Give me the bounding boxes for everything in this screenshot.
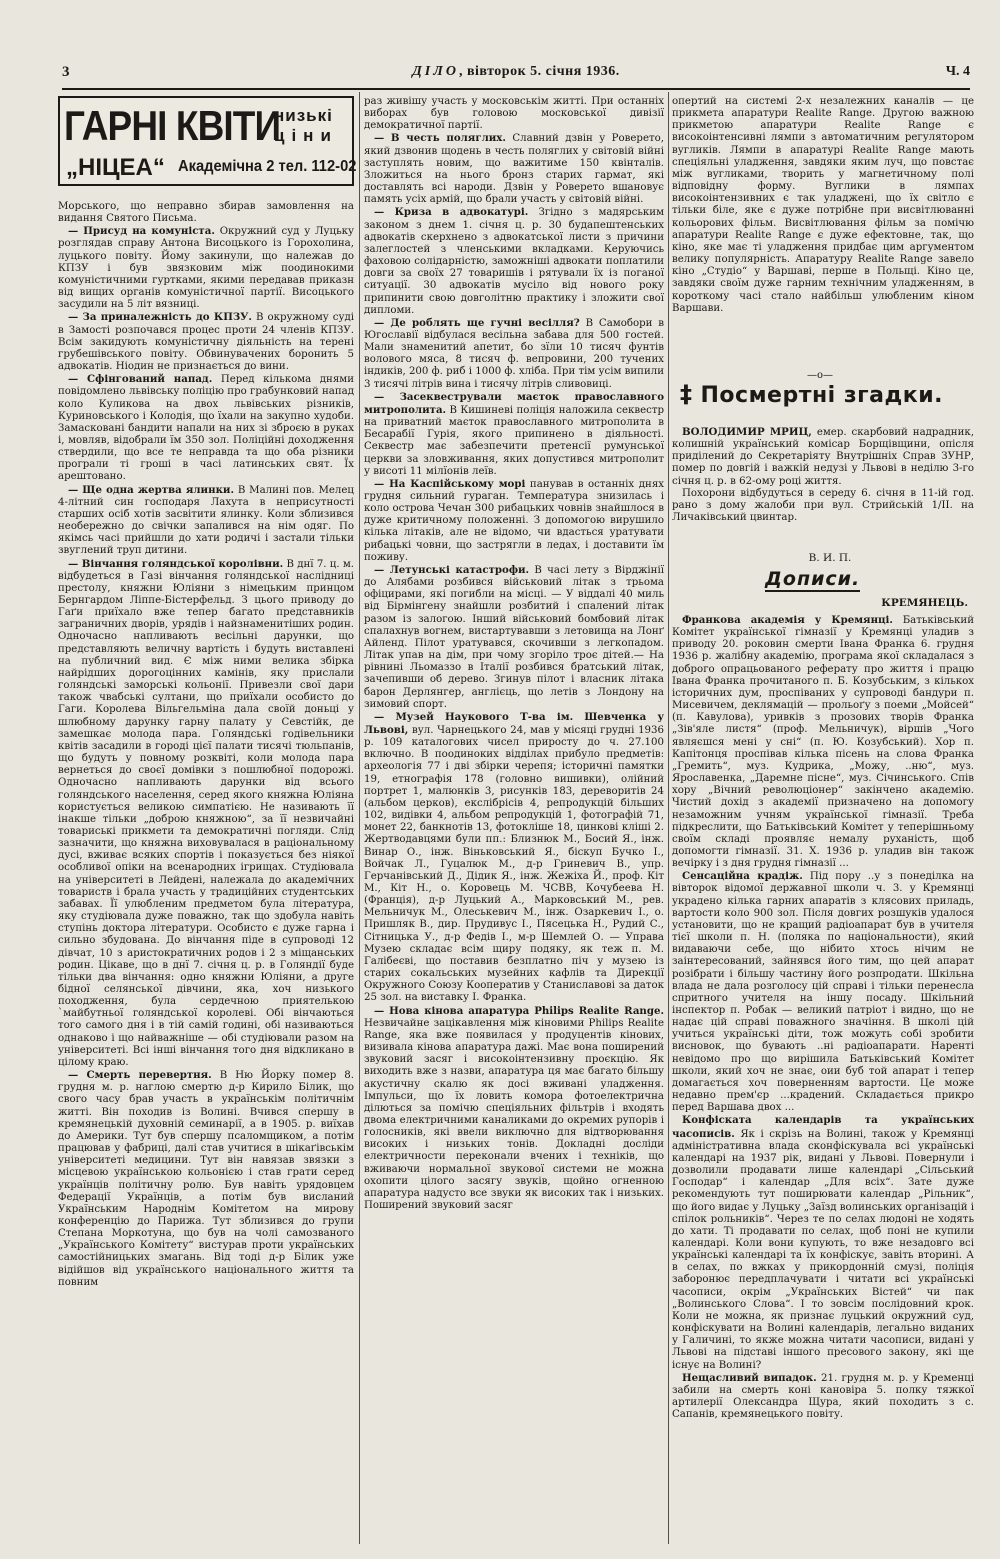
obituary-text xyxy=(672,426,974,566)
article-body: панував в останніх днях грудня сильний гураган. Температура знизилась і коло острова Чечан 300 рибацьких човнів знайшлося в дуже критичному положенні. З допомогою вирушило кілька літаків, але не відомо, чи вдасться уратувати рибацькі човни, що застрягли в ледах, і доставити їм поживу. xyxy=(364,478,664,563)
article-body: В Ню Йорку помер 8. грудня м. р. наглою смертю д-р Кирило Білик, що свого часу брав участь в українськім політичнім житті. Він походив із Волині. Вчився спершу в кремянецькій духовній семинарії, а в 1905. р. виїхав до Америки. Тут був спершу псаломщиком, а потім працював у фабриці, далі став учитися в шікаґівськім університеті медицини. Тут він навязав звязки з місцевою українською кольонією і став грати серед українців політичну ролю. Був навіть урядовцем Федерації Українців, а потім був висланий Українським Народнім Комітетом на мирову конференцію до Парижа. Тут зблизився до групи Степана Моркотуна, що був на чолі самозваного „Українського Комітету“ вистурав проти українських самостійницьких змагань. Від тоді д-р Білик уже відійшов від українського національного життя та повним xyxy=(58,1070,354,1288)
article-headline: Конфіската календарів та українських часописів. xyxy=(672,1114,974,1140)
article-body: Окружний суд у Луцьку розглядав справу Антона Висоцького із Горохолина, луцького повіту. Йому закинули, що належав до КПЗУ і був звязковим між поодинокими комуністичними гуртками, якими передавав приказн від вищих органів комуністичної партії. Висоцького засудили на 5 літ вязниці. xyxy=(58,226,354,311)
article-headline: — Вінчання голяндської королівни. xyxy=(68,557,284,570)
article-paragraph xyxy=(364,132,664,206)
article-paragraph xyxy=(58,373,354,483)
article-paragraph xyxy=(364,96,664,132)
obituaries-title: Посмертні згадки. xyxy=(700,383,943,408)
page-header xyxy=(62,64,970,86)
article-body: 21. грудня м. р. у Кременці забили на смерть коні кановіра 5. полку тяжкої артилерії Олександра Щура, який походить з с. Сапанів, кремянецького повіту. xyxy=(672,1372,974,1421)
title-name: ДІЛО xyxy=(412,64,459,79)
article-paragraph xyxy=(364,206,664,316)
article-body: Славний дзвін у Роверето, який дзвонив щодень в честь поляглих у світовій війні заступлять новим, що важитиме 150 квінталів. Зложиться на нього бронз старих гармат, які доставлять всі народи. Дзвін у Роверето вшановує память усіх армій, що брали участь у світовій війні. xyxy=(364,133,664,206)
article-paragraph xyxy=(364,1005,664,1213)
article-body: В Самобори в Югославії відбулася весільна забава для 500 гостей. Мали знаменитий апетит, бо зїли 10 тисяч фунтів волового мяса, 8 тисяч ф. вепровини, 200 тучених індиків, 200 ф. риб і 1000 ф. хліба. При тім усім випили 3 тисячі літрів вина і тисячу літрів сливовиці. xyxy=(364,317,664,390)
article-paragraph xyxy=(672,1372,974,1422)
article-body: опертий на системі 2-х незалежних каналів — це прикмета апаратури Realite Range. Другою важною прикметою апаратури Realite Range є високоінтенсивні лямпи з автоматичним регулятором вугликів. Лямпи в апаратурі Realite Range мають спеціяльні уладження, завдяки яким луч, що повстає між вугликами, творить у магнетичному полі відповідну форму. Вуглики в лямпах високоінтензивних є так уладжені, що їх світло є тільки біле, яке є дуже потрібне при висвітлюванні кольорових фільм. Висвітлювання фільм за помічю апаратури Realite Range є дуже ефектовне, так, що кіно, яке має ті уладження придбає цим аргументом велику популярність. Апаратуру Realite Range завело кіно „Студіо“ у Варшаві, перше в Польщі. Кіно це, завдяки своїм дуже гарним технічним уладженням, в короткому часі стало найбільш улюбленим кіном Варшави. xyxy=(672,96,974,314)
obituary-signature: В. И. П. xyxy=(808,552,852,564)
title-date: , вівторок 5. січня 1936. xyxy=(458,64,620,79)
correspondence-title: Дописи. xyxy=(765,568,861,590)
article-paragraph xyxy=(58,311,354,373)
column-divider-1 xyxy=(359,92,360,1544)
article-body: Перед кількома днями повідомлено львівську поліцію про грабунковий напад коло Куликова на двох львівських різників, Куриновського і Колодія, що їхали на закупно худоби. Замасковані бандити напали на них зі зброєю в руках і, мовляв, відобрали їм 350 зол. Поліційні доходження ствердили, що все те неправда та що оба різники програли ті гроші в часі латинських свят. Їх арештовано. xyxy=(58,374,354,483)
article-headline: — Присуд на комуніста. xyxy=(68,225,215,238)
article-body: В днї 7. ц. м. відбудеться в Газі вінчання голяндської наслідниці престолу, княжни Юліяни з німецьким принцом Бернгардом Ліппе-Бістерфельд. З цього приводу до Гаґи приїхало вже тепер багато представників заграничних дворів, урядів і найзнаменитіших родин. Одночасно напливають весільні дарунки, що представляють величну вартість і будуть виставлені на публичний вид. Є між ними велика збірка найрідших дорогоцінних камінів, яку прислали голяндські заморські кольонії. Привезли свої дари також чвабські султани, що приїхали особисто до Гаги. Королева Вільгельміна дала своїй доньці у шлюбному дарунку гарну палату у Севстійк, де замешкає молода пара. Голяндські годівельники квітів засадили в городі цієї палати тисячі тюльпанів, що будуть у повному розквіті, коли молода пара вернеться до своєї домівки з пошлюбної подорожі. Одночасно напливають дарунки від всього голяндського населення, серед якого княжна Юліяна користується великою симпатією. Не називають її інакше тільки „доброю княжною“, за її незвичайні товариські прикмети та демократичні погляди. Слід зазначити, що княжна виховувалася в раціональному дусі, вживає всяких спортів і показується без ніякої особливої опіки на всенародних ігрищах. Студіювала на університеті в Лейдені, належала до академічних товариств і брала участь у традиційних студентських забавах. Її улюбленим предметом була література, яку студіювала дуже поважно, так що здобула навіть ступінь доктора літератури. Особисто є дуже гарна і сильно збудована. До вінчання піде в супроводі 12 дівчат, 10 з аристократичних родов і 2 з міщанських родин. Цікаве, що в днї 7. січня ц. р. в Голяндії буде тільки два вінчання: одно княжни Юліяни, а друге бідної селянської дівчини, яка, хоч низького походження, була сердечною приятелькою `майбутньої голяндської королеві. Обі вінчаються того самого дня і в тій самій годині, обі називаються однаково і що найважніше — обі студіювали разом на університеті. Всі інші вінчання того дня відкликано в цілому краю. xyxy=(58,558,354,1068)
article-headline: — Смерть перевертня. xyxy=(68,1069,212,1082)
article-body: Згідно з мадярським законом з днем 1. січня ц. р. 30 будапештенських адвокатів скерхнено з адвокатської листи з причини залеглостей з членськими вкладками. Керуючись фаховою солідарністю, заможніші адвокати поплатили довги за своїх 27 товаришів і рятували їх із поганої ситуації. 30 адвокатів мусіло від нового року припинити свою довголітню практику і зложити свої дипломи. xyxy=(364,207,664,316)
article-headline: — Нова кінова апаратура Philips Realite Range. xyxy=(374,1004,664,1017)
ad-brand: „НІЦЕА“ xyxy=(66,154,165,181)
article-headline: — На Каспійському морі xyxy=(374,477,526,490)
article-paragraph xyxy=(58,201,354,225)
article-body: Як і скрізь на Волині, також у Кремянці адміністративна влада сконфіскувала всі українські календарі на 1937 рік, видані у Львові. Повернули і дозволили продавати лише календарі „Сільський Господар“ і календар „Для всіх“. Зате дуже рекомендують тут поширювати календар „Рільник“, що його видає у Луцьку „Заїзд волинських організацій і спілок рольників“. Через те по селах людоні не ходять до хати. Ті продавати по селах, щоб поні не купили календарі. Коли вони купують, то вже незадовго всі українські календарі та їх конфіскує, завіть вторині. А в селах, по вжках у прикордонній смузі, поліція заборонює передплачувати і читати всі українські часописи, окрім „Українських Вістей“ чи пак „Волинського Слова“. І то зовсім послідовний крок. Коли не можна, як признає луцький окружний суд, конфіскувати на Волині календарів, легально виданих у Галичині, то якже можна читати часописи, видані у Львові на підставі іншого пресового закону, які ще існує на Волині? xyxy=(672,1128,974,1371)
cross-icon: ‡ xyxy=(680,380,693,408)
article-body: вул. Чарнецького 24, мав у місяці грудні 1936 р. 109 каталогових чисел приросту до ч. 27.100 включно. В поодиноких відділах прибуло предметів: археологія 77 і дві збірки черепя; історичні памятки 19, етнографія 178 (головно вишивки), олійний портрет 1, малюнків 3, рисунків 183, дереворитів 24 (альбом церков), екслібрісів 4, репродукцій більших 102, видівки 4, альбом репродукцій 1, фотографій 71, монет 22, банкнотів 13, фотокліше 18, цинкові кліші 2. Жертводавцями були пп.: Близнюк М., Босий Я., інж. Винар О., інж. Віньковський Я., біскуп Бучко І., Войчак Л., Гуцалюк М., д-р Гриневич В., упр. Герчанівський Д., Дідик Я., інж. Жежіха Й., проф. Кіт М., Кіт Н., о. Коровець М. ЧСВВ, Кочубеева Н. (Франція), д-р Луцький А., Марковський М., рев. Мельничук М., Олеськевич М., інж. Озаркевич І., о. Пришляк В., дир. Прудивус І., Пясецька Н., Рудий С., Сітницька У., д-р Федів І., м-р Шемлей О. — Управа Музею складає всім щиру подяку, як теж п. М. Галібеєві, що поставив безплатно піч у музею із старих сокальських музейних кафлів та Дирекції Окружного Союзу Кооператив у Станиславові за даток 25 зол. на виставку І. Франка. xyxy=(364,724,664,1004)
article-headline: — Засеквестрували маєток православного митрополита. xyxy=(364,390,664,416)
article-paragraph xyxy=(364,564,664,711)
article-body: Похорони відбудуться в середу 6. січня в 11-ій год. рано з дому жалоби при вул. Стрийській 1/ІІ. на Личаківський цвинтар. xyxy=(672,487,974,524)
article-body: раз живішу участь у московськім житті. При останніх виборах був головою московської дивізії демократичної партії. xyxy=(364,96,664,132)
ad-headline: ГАРНІ КВІТИ xyxy=(64,102,281,149)
header-rule xyxy=(62,88,970,90)
ad-address: Академічна 2 тел. 112-02 xyxy=(178,158,357,175)
article-headline: Сенсаційна крадіж. xyxy=(682,870,803,883)
newspaper-title xyxy=(62,64,970,80)
article-paragraph xyxy=(58,225,354,311)
section-separator: —o— xyxy=(806,370,834,381)
article-body: Незвичайне зацікавлення між кіновими Philips Realite Range, яка вже появилася у продуцентів кінових, визивала кінова апаратура дажі. Має вона поширений звуковий засяг і високоінтензивну проєкцію. Як виходить вже з назви, апаратура ця має багато більшу акустичну скалю як досі вживані уладження. Імпульси, що їх ловить комора фотоелектрична ділються за помічю спеціяльних фільтрів і входять двома електричними каналиками до окремих рупорів і голосників, які ввели виключно для відтворювання високих і низьких тонів. Докладні досліди електричности переконали вчених і техніків, що вживаючи нормальної звукової системи не можна охопити цілого засягу звуків, щойно огненною апаратура надусто все звуки як високих так і низьких. Поширений звуковий засяг xyxy=(364,1017,664,1212)
article-headline: — Де роблять ще гучні весілля? xyxy=(374,316,580,329)
article-headline: — В честь поляглих. xyxy=(374,132,506,145)
article-headline: Нещасливий випадок. xyxy=(682,1371,817,1384)
article-headline: — Криза в адвокатурі. xyxy=(374,206,529,219)
article-body: Під пору ..у з понеділка на вівторок відомої державної школи ч. 3. у Кремянці украдено кілька гарних апаратів з клясових приладь, вартости коло 900 зол. Після довгих розшуків удалося установити, що не кращий радіоапарат був в учителя тієї школи п. Н. (поляка по національности), який видаваючи себе, що нібито хтось нічим не заінтересований, зайнявся його тим, що цей апарат розібрати і більшу частину його розпродати. Шкільна влада не дала розголосу цій справі і тільки перенесла спритного учителя на іншу посаду. Шкільний інспектор п. Робак — великий патріот і видно, що не надає цій справі поважного значіння. В школі цій учиться українські діти, тож можуть собі зробити висновок, що бувають ..ні радіоапарати. Наренті невідомо про що вирішила Батьківський Комітет школи, який хоч не знає, оии буб той апарат і тепер домагається хоч поверненням вартости. Це може недавно прем'єр ...крадений. Складається прикро перед Варшава двох ... xyxy=(672,871,974,1114)
article-headline: ВОЛОДИМИР МРИЦ, xyxy=(682,426,812,438)
article-paragraph xyxy=(364,711,664,1005)
flower-shop-ad xyxy=(58,96,357,186)
article-paragraph xyxy=(672,614,974,870)
article-paragraph xyxy=(364,317,664,391)
article-paragraph xyxy=(672,426,974,488)
article-body: Морського, що неправно збирав замовлення на видання Святого Письма. xyxy=(58,201,354,225)
article-body: В часі лету з Вірджінії до Алябами розбився військовий літак з трьома офіцирами, які погибли на місці. — У віддалі 40 миль від Бірмінгену знайшли розбитий і спалений літак разом із залогою. Інший військовий бомбовий літак спалахнув вогнем, вистартувавши з летовища на Лонґ Айленд. Пілот уратувався, скочивши з легкопадом. Літак упав на дім, при чому згоріло троє дітей.— На рівнині Льомаззо в Італії розбився братський літак, зачепивши об дерево. Згинув пілот і власник літака барон Дерлянгер, англієць, що летів з Лондону на зимовий спорт. xyxy=(364,564,664,710)
correspondence-text xyxy=(672,614,974,1484)
article-headline: — Музей Наукового Т-ва ім. Шевченка у Львові, xyxy=(364,710,664,736)
article-body: емер. скарбовий надрадник, колишній український комісар Борщівщини, опісля приділений до Секретаріяту Внутрішніх Справ ЗУНР, помер по довгій і важкій недузі у Львові в неділю 3-го січня ц. р. в 62-ому році життя. xyxy=(672,427,974,487)
article-paragraph xyxy=(672,96,974,315)
article-paragraph xyxy=(364,478,664,564)
article-paragraph xyxy=(672,1114,974,1371)
article-body: В Малині пов. Мелец 4-літний син господаря Лахута в неприсутності старших осіб хотів засвітити ялинку. Коли зблизився необережно до свічки запалився на нім одяг. По якімсь часі прийшли до хати родичі і застали тільки звуглений труп дитини. xyxy=(58,484,354,557)
ad-low: низькі xyxy=(274,106,333,125)
ad-prices: ціни xyxy=(274,126,338,145)
issue-number: Ч. 4 xyxy=(945,64,970,79)
correspondence-heading xyxy=(765,568,860,590)
article-headline: — За приналежність до КПЗУ. xyxy=(68,311,252,324)
article-headline: Франкова академія у Кремянці. xyxy=(682,614,893,626)
column-1 xyxy=(58,201,354,1545)
article-paragraph xyxy=(58,1069,354,1289)
correspondence-city: КРЕМЯНЕЦЬ. xyxy=(881,597,968,609)
column-3-top xyxy=(672,96,974,372)
article-body: В окружному суді в Замості розпочався процес проти 24 членів КПЗУ. Всім закидують комуністичну діяльність на терені грубешівського повіту. Обвинувачених боронить 5 адвокатів. Ніодин не признається до вини. xyxy=(58,312,354,373)
article-headline: — Ще одна жертва ялинки. xyxy=(68,483,235,496)
article-paragraph xyxy=(364,391,664,478)
article-body: Батьківський Комітет української гімназії у Кремянці уладив з приводу 20. роковин смерти Івана Франка 6. грудня 1936 р. жалібну академію, програма якої складалася з доброго опрацьованого реферату про життя і працю Івана Франка прочитаного п. Б. Козубським, з кількох історичних дум, проспіваних у супроводі бандури п. Мисевичем, деклямацій — прольоґу з поеми „Мойсей“ (п. Кавулова), уривків з прозових творів Франка „Зів'яле листя“ (проф. Мельничук), віршів „Чого являєшся мені у сні“ (п. Ю. Козубський). Хор п. Капітонця проспівав кілька пісень на слова Франка „Гремить“, муз. Кудрика, „Можу, ..ню“, муз. Ярославенка, „Даремне пісне“, муз. Січинського. Спів хору „Вічний революціонер“ закінчено академію. Чистий дохід з академії призначено на допомогу незаможним учням української гімназії. Треба підкреслити, що Батьківський Комітет у теперішньому своїм складі проявляє немалу руханість, щоб допомогти гімназії. 31. Х. 1936 р. уладив він також вечірку і з дня грудня гімназії ... xyxy=(672,615,974,870)
article-headline: — Сфінгований напад. xyxy=(68,373,213,386)
article-paragraph xyxy=(58,558,354,1070)
article-headline: — Летунські катастрофи. xyxy=(374,563,530,576)
article-body: В Кишиневі поліція наложила секвестр на приватний маєток православного митрополита в Бесарабії Гурія, якого припинено в діяльності. Секвестр має забезпечити претенсії румунської церкви за зловживання, яких допустився митрополит у висоті 11 мілїонів леїв. xyxy=(364,404,664,477)
article-paragraph xyxy=(672,488,974,524)
article-paragraph xyxy=(672,870,974,1114)
article-paragraph xyxy=(58,484,354,558)
column-2 xyxy=(364,96,664,1544)
page-number: 3 xyxy=(62,64,70,80)
obituaries-heading xyxy=(680,380,980,408)
column-divider-2 xyxy=(668,92,669,1544)
